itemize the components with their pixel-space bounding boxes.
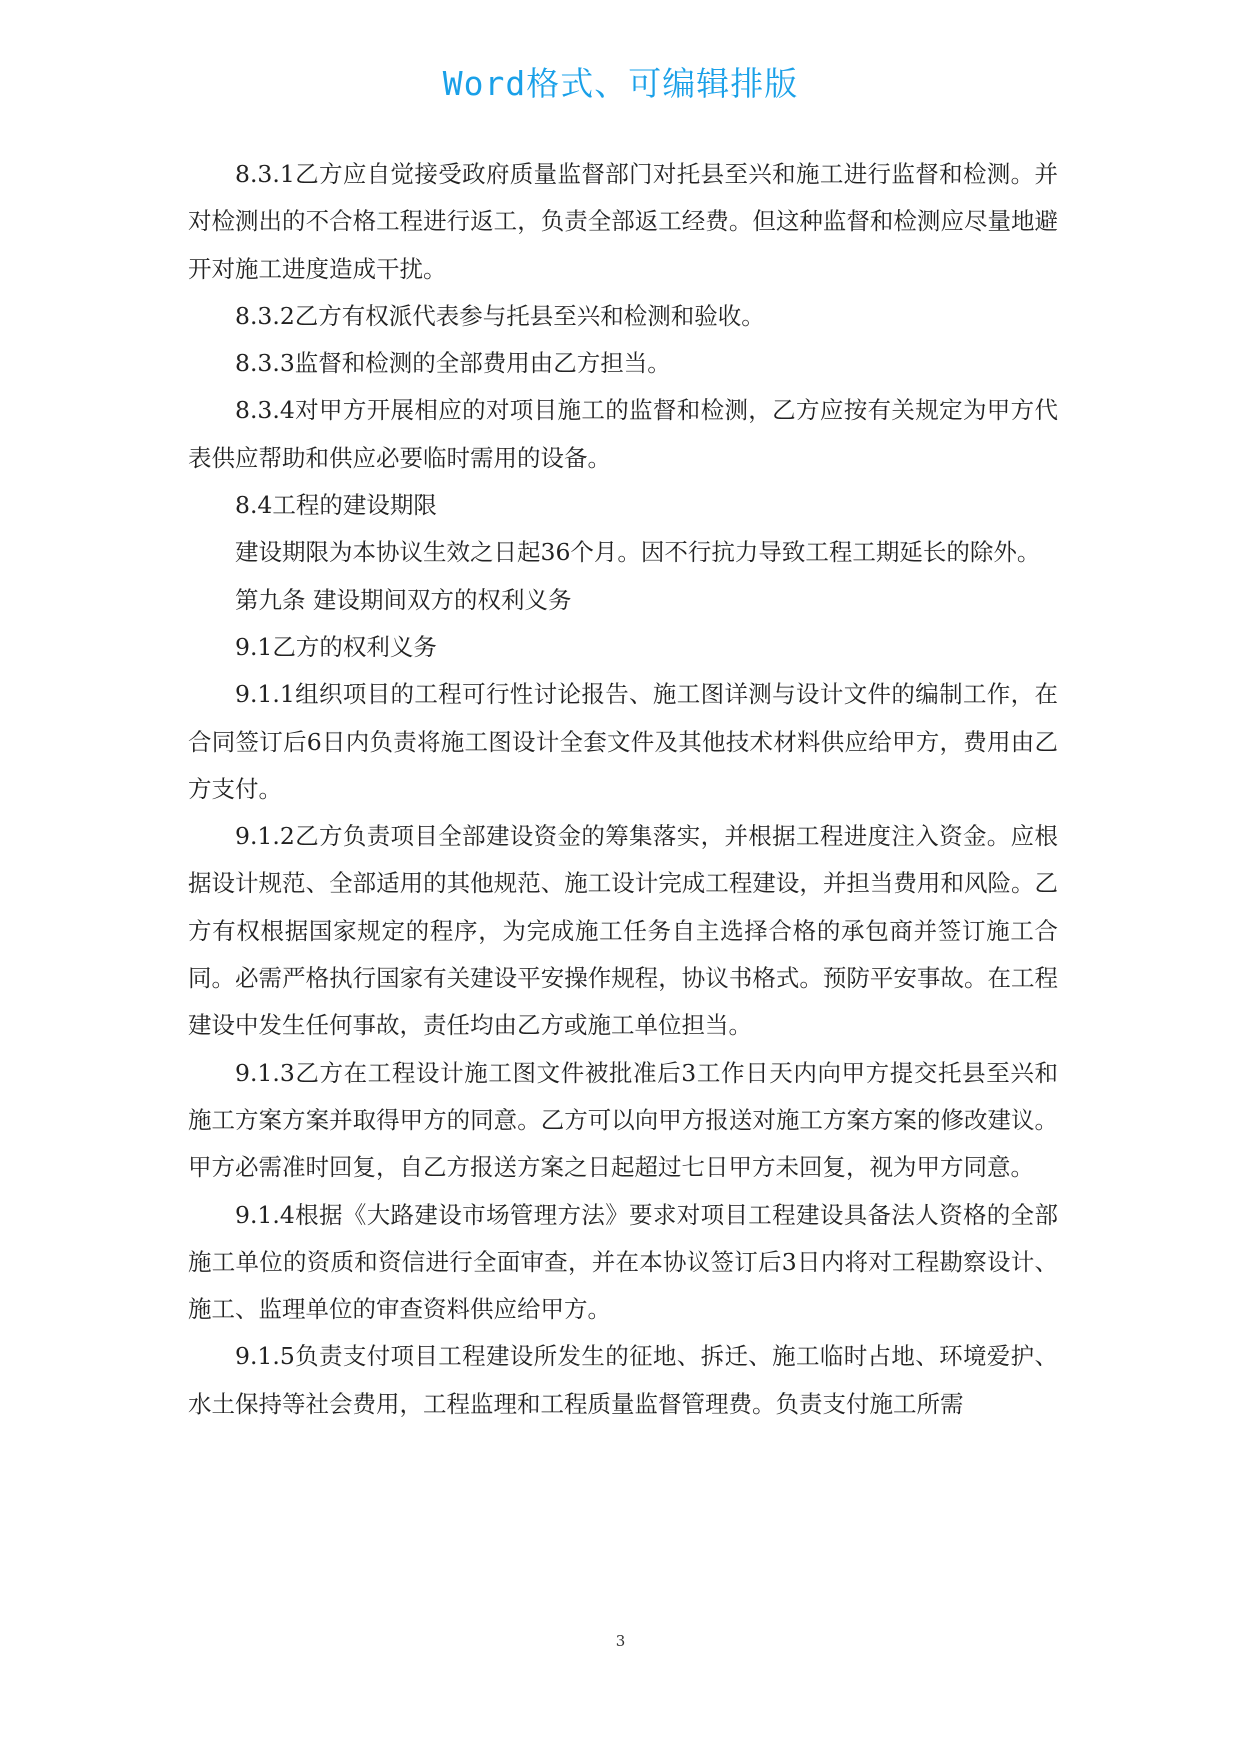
document-header: Word格式、可编辑排版	[442, 64, 799, 103]
paragraph-9-1-3: 9.1.3乙方在工程设计施工图文件被批准后3工作日天内向甲方提交托县至兴和施工方案方案并取得甲方的同意。乙方可以向甲方报送对施工方案方案的修改建议。甲方必需准时回复，自乙方报送方案之日起超过七日甲方未回复，视为甲方同意。	[188, 1058, 1058, 1182]
paragraph-8-3-1: 8.3.1乙方应自觉接受政府质量监督部门对托县至兴和施工进行监督和检测。并对检测出的不合格工程进行返工，负责全部返工经费。但这种监督和检测应尽量地避开对施工进度造成干扰。	[188, 160, 1058, 283]
paragraph-9-1-heading: 9.1乙方的权利义务	[235, 632, 437, 661]
paragraph-9-1-4: 9.1.4根据《大路建设市场管理方法》要求对项目工程建设具备法人资格的全部施工单位的资质和资信进行全面审查，并在本协议签订后3日内将对工程勘察设计、施工、监理单位的审查资料供应给甲方。	[188, 1200, 1058, 1324]
paragraph-8-3-2: 8.3.2乙方有权派代表参与托县至兴和检测和验收。	[235, 301, 765, 330]
document-body	[188, 151, 1058, 1428]
paragraph-8-4-body: 建设期限为本协议生效之日起36个月。因不行抗力导致工程工期延长的除外。	[235, 538, 1041, 567]
article-9-heading: 第九条 建设期间双方的权利义务	[235, 585, 572, 614]
paragraph-8-3-3: 8.3.3监督和检测的全部费用由乙方担当。	[235, 349, 671, 378]
paragraph-9-1-5: 9.1.5负责支付项目工程建设所发生的征地、拆迁、施工临时占地、环境爱护、水土保持等社会费用，工程监理和工程质量监督管理费。负责支付施工所需	[188, 1342, 1058, 1418]
paragraph-8-3-4: 8.3.4对甲方开展相应的对项目施工的监督和检测，乙方应按有关规定为甲方代表供应帮助和供应必要临时需用的设备。	[188, 396, 1058, 472]
page-number: 3	[615, 1632, 626, 1650]
paragraph-9-1-2: 9.1.2乙方负责项目全部建设资金的筹集落实，并根据工程进度注入资金。应根据设计规范、全部适用的其他规范、施工设计完成工程建设，并担当费用和风险。乙方有权根据国家规定的程序，为完成施工任务自主选择合格的承包商并签订施工合同。必需严格执行国家有关建设平安操作规程，协议书格式。预防平安事故。在工程建设中发生任何事故，责任均由乙方或施工单位担当。	[188, 822, 1058, 1040]
paragraph-8-4-heading: 8.4工程的建设期限	[235, 491, 437, 520]
paragraph-9-1-1: 9.1.1组织项目的工程可行性讨论报告、施工图详测与设计文件的编制工作，在合同签订后6日内负责将施工图设计全套文件及其他技术材料供应给甲方，费用由乙方支付。	[188, 680, 1058, 803]
